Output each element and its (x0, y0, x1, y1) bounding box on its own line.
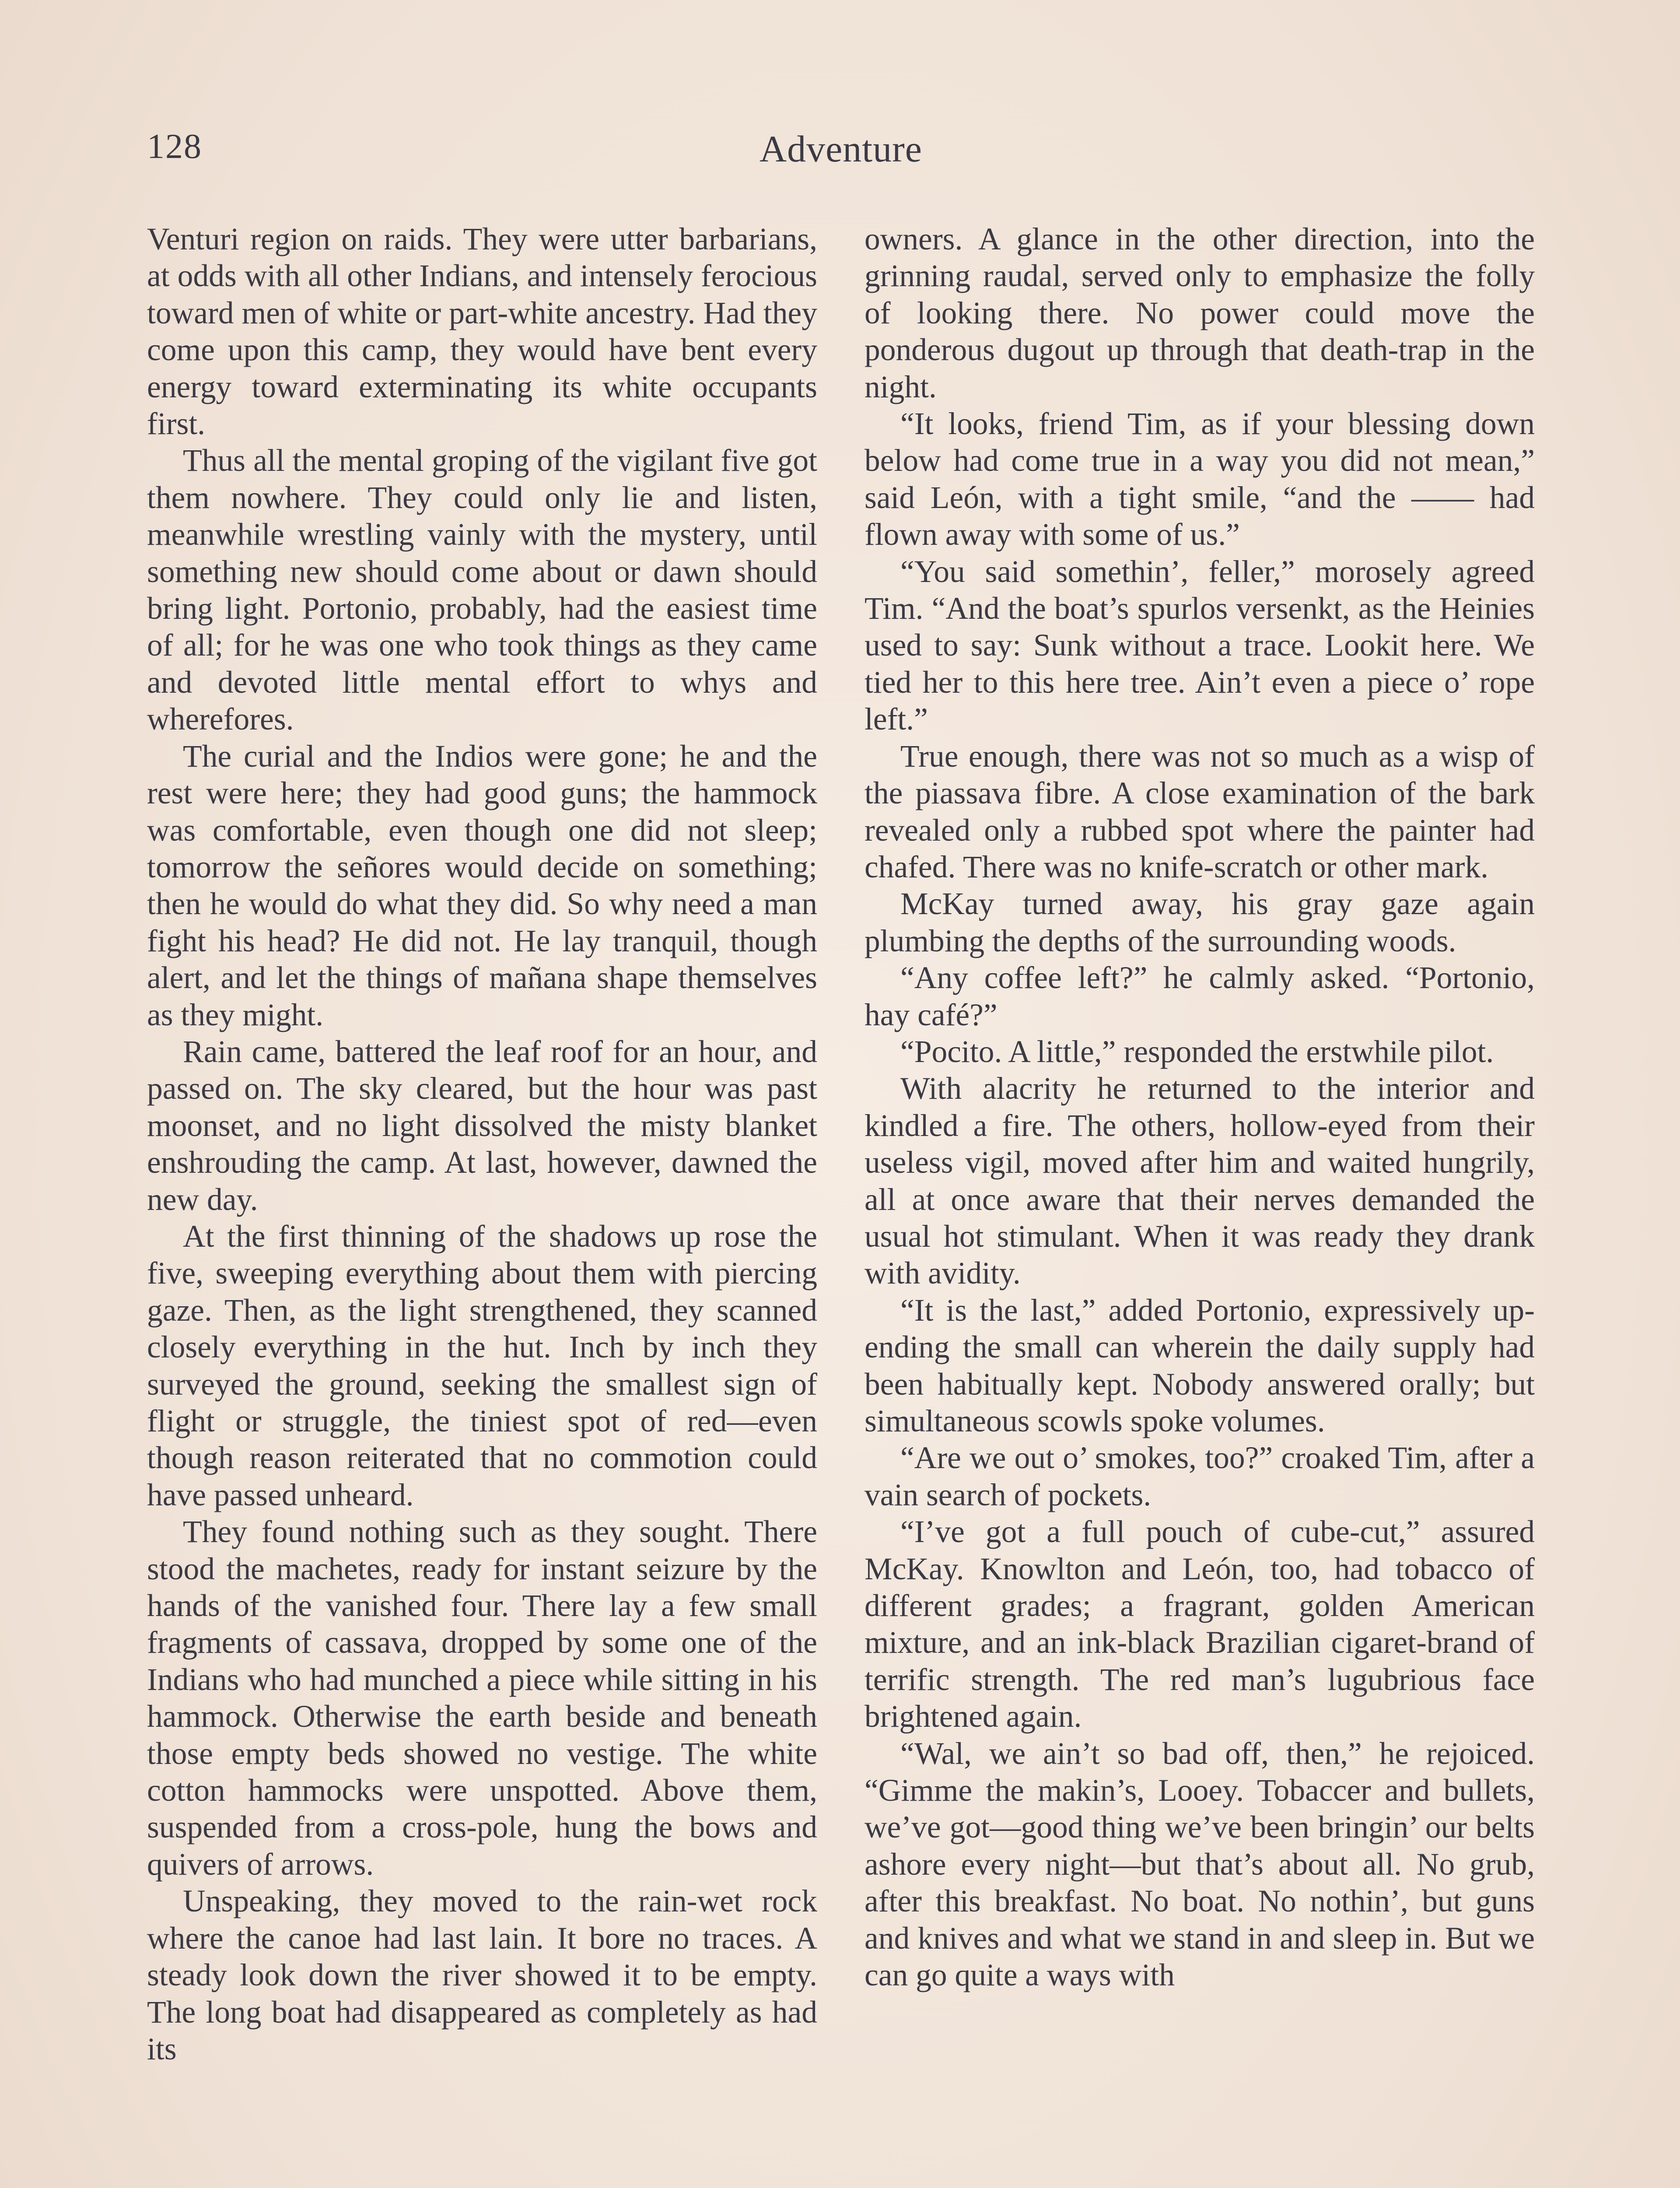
paragraph: “I’ve got a full pouch of cube-cut,” assured McKay. Knowlton and León, too, had tobacco of different grades; a fragrant, golden American mixture, and an ink-black Brazilian cigaret-brand of terrific strength. The red man’s lugubrious face brightened again. (864, 1515, 1535, 1734)
right-column (864, 221, 1535, 2068)
paragraph: Thus all the mental groping of the vigilant five got them nowhere. They could only lie and listen, meanwhile wrestling vainly with the mystery, until something new should come about or dawn should bring light. Portonio, probably, had the easiest time of all; for he was one who took things as they came and devoted little mental effort to whys and wherefores. (147, 443, 817, 737)
left-column (147, 221, 817, 2068)
paragraph: “Pocito. A little,” responded the erstwhile pilot. (900, 1034, 1494, 1069)
page-number: 128 (147, 127, 202, 166)
paragraph: With alacrity he returned to the interior and kindled a fire. The others, hollow-eyed from their useless vigil, moved after him and waited hungrily, all at once aware that their nerves demanded the usual hot stimulant. When it was ready they drank with avidity. (864, 1071, 1535, 1291)
paragraph: “You said somethin’, feller,” morosely agreed Tim. “And the boat’s spurlos versenkt, as the Heinies used to say: Sunk without a trace. Lookit here. We tied her to this here tree. Ain’t even a piece o’ rope left.” (864, 554, 1535, 737)
paragraph: True enough, there was not so much as a wisp of the piassava fibre. A close examination of the bark revealed only a rubbed spot where the painter had chafed. There was no knife-scratch or other mark. (864, 739, 1535, 884)
paragraph: McKay turned away, his gray gaze again plumbing the depths of the surrounding woods. (864, 887, 1535, 958)
paragraph: They found nothing such as they sought. There stood the machetes, ready for instant seizure by the hands of the vanished four. There lay a few small fragments of cassava, dropped by some one of the Indians who had munched a piece while sitting in his hammock. Otherwise the earth beside and beneath those empty beds showed no vestige. The white cotton hammocks were unspotted. Above them, suspended from a cross-pole, hung the bows and quivers of arrows. (147, 1515, 817, 1882)
paragraph: At the first thinning of the shadows up rose the five, sweeping everything about them with piercing gaze. Then, as the light strengthened, they scanned closely everything in the hut. Inch by inch they surveyed the ground, seeking the smallest sign of flight or struggle, the tiniest spot of red—even though reason reiterated that no commotion could have passed unheard. (147, 1219, 817, 1512)
paragraph: “Are we out o’ smokes, too?” croaked Tim, after a vain search of pockets. (864, 1441, 1535, 1512)
paragraph: The curial and the Indios were gone; he and the rest were here; they had good guns; the hammock was comfortable, even though one did not sleep; tomorrow the señores would decide on something; then he would do what they did. So why need a man fight his head? He did not. He lay tranquil, though alert, and let the things of mañana shape themselves as they might. (147, 739, 817, 1032)
paragraph: Rain came, battered the leaf roof for an hour, and passed on. The sky cleared, but the hour was past moonset, and no light dissolved the misty blanket enshrouding the camp. At last, however, dawned the new day. (147, 1034, 817, 1217)
paragraph: “It is the last,” added Portonio, expressively up-ending the small can wherein the daily supply had been habitually kept. Nobody answered orally; but simultaneous scowls spoke volumes. (864, 1293, 1535, 1438)
paragraph: Venturi region on raids. They were utter barbarians, at odds with all other Indians, and intensely ferocious toward men of white or part-white ancestry. Had they come upon this camp, they would have bent every energy toward exterminating its white occupants first. (147, 222, 817, 442)
paragraph: Unspeaking, they moved to the rain-wet rock where the canoe had last lain. It bore no traces. A steady look down the river showed it to be empty. The long boat had disappeared as completely as had its (147, 1884, 817, 2066)
paragraph: “Wal, we ain’t so bad off, then,” he rejoiced. “Gimme the makin’s, Looey. Tobaccer and bullets, we’ve got—good thing we’ve been bringin’ our belts ashore every night—but that’s about all. No grub, after this breakfast. No boat. No nothin’, but guns and knives and what we stand in and sleep in. But we can go quite a ways with (864, 1736, 1535, 1993)
paragraph: owners. A glance in the other direction, into the grinning raudal, served only to emphasize the folly of looking there. No power could move the ponderous dugout up through that death-trap in the night. (864, 222, 1535, 404)
text-columns (147, 221, 1535, 2068)
paragraph: “Any coffee left?” he calmly asked. “Portonio, hay café?” (864, 961, 1535, 1032)
page-header (147, 127, 1535, 179)
running-head-title: Adventure (760, 128, 922, 170)
paragraph: “It looks, friend Tim, as if your blessing down below had come true in a way you did not mean,” said León, with a tight smile, “and the —— had flown away with some of us.” (864, 407, 1535, 552)
